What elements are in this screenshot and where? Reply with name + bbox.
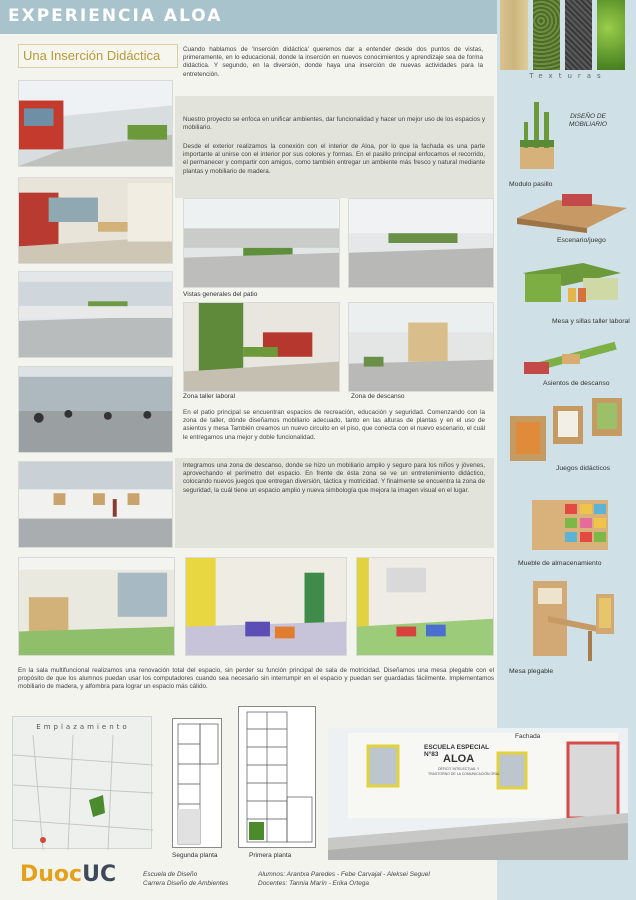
asientos-render bbox=[522, 332, 622, 377]
patio-general-caption: Vistas generales del patio bbox=[183, 291, 258, 298]
teachers-credits: Docentes: Tannia Marín - Erika Ortega bbox=[258, 880, 370, 887]
duoc-logo bbox=[20, 862, 116, 887]
texture-carpet-swatch bbox=[565, 0, 592, 70]
furniture-label-1: Escenario/juego bbox=[557, 237, 606, 244]
facade-school-name: ESCUELA ESPECIAL N°83 bbox=[424, 744, 490, 758]
almacenamiento-render bbox=[530, 488, 610, 553]
fachada-caption: Fachada bbox=[515, 733, 541, 740]
furniture-label-6: Mesa plegable bbox=[509, 668, 554, 675]
patio-view-2-photo bbox=[348, 198, 494, 288]
school-name: Escuela de Diseño bbox=[143, 871, 198, 878]
corridor-photo bbox=[18, 80, 173, 167]
texture-wood-swatch bbox=[500, 0, 528, 70]
wall-games-photo bbox=[18, 366, 173, 453]
hallway-photo bbox=[18, 177, 173, 264]
patio-view-1-photo bbox=[183, 198, 340, 288]
furniture-label-5: Mueble de almacenamiento bbox=[518, 560, 602, 567]
texturas-label: Texturas bbox=[529, 72, 607, 80]
texture-leaves-swatch bbox=[597, 0, 625, 70]
furniture-label-3: Asientos de descanso bbox=[543, 380, 610, 387]
logo-text-a: Duoc bbox=[20, 862, 83, 887]
furniture-label-0: Modulo pasillo bbox=[509, 181, 553, 188]
career-name: Carrera Diseño de Ambientes bbox=[143, 880, 229, 887]
escenario-render bbox=[517, 188, 627, 233]
texture-moss-swatch bbox=[533, 0, 560, 70]
emplazamiento-caption: Emplazamiento bbox=[36, 723, 130, 731]
intro-paragraph: Cuando hablamos de 'Inserción didáctica' queremos dar a entender desde dos puntos de vistas, primeramente, en lo educacional, donde la inserción en nuevos conocimientos y aprendizaje sea de forma didáctica. Y segundo, en la diversión, donde haya una inserción de nuevas actividades para la entretención. bbox=[183, 46, 483, 78]
safety-zone-photo bbox=[18, 461, 173, 548]
proyecto-paragraph: Nuestro proyecto se enfoca en unificar ambientes, dar funcionalidad y hacer un mejor uso de los espacios y mobiliario. bbox=[183, 116, 485, 132]
classroom-photo-3 bbox=[356, 557, 494, 656]
furniture-label-4: Juegos didácticos bbox=[556, 465, 611, 472]
facade-subline-2: TRASTORNO DE LA COMUNICACIÓN ORAL bbox=[428, 772, 501, 776]
modulo-pasillo-render bbox=[512, 92, 562, 177]
title-bar bbox=[0, 0, 497, 34]
emplazamiento-map bbox=[12, 716, 152, 849]
patio-wide-photo bbox=[18, 271, 173, 358]
students-credits: Alumnos: Arantxa Paredes - Febe Carvajal - Aleksei Seguel bbox=[258, 871, 430, 878]
segunda-planta-plan bbox=[172, 718, 222, 848]
classroom-photo-1 bbox=[18, 557, 175, 656]
exterior-paragraph: Desde el exterior realizamos la conexión con el interior de Aloa, por lo que la fachada es una parte importante al unirse con el interior por sus colores y formas. En el pasillo principal enfocamos el recorrido, el permanecer y compartir con amigos, como también entregar un ambiente más fresco y natural mediante plantas y mobiliario de madera. bbox=[183, 143, 485, 175]
mobiliario-title: DISEÑO DE MOBILIARIO bbox=[569, 113, 607, 128]
descanso-paragraph: Integramos una zona de descanso, donde se hizo un mobiliario amplio y seguro para los niños y jóvenes, aprovechando el perímetro del espacio. En frente de ésta zona se ve un entretenimiento didáctico, colocando nuevos juegos que entregan diversión, táctica y motricidad. Y finalmente se encuentra la zona de seguridad, la cuál tiene un espacio amplio y nueva simbología que mejora la imagen visual en el lugar. bbox=[183, 462, 485, 494]
descanso-caption: Zona de descanso bbox=[351, 393, 405, 400]
sala-paragraph: En la sala multifuncional realizamos una renovación total del espacio, sin perder su función principal de sala de motricidad. Diseñamos una mesa plegable con el propósito de que los alumnos puedan usar los computadores cuando sea necesario sin interrumpir en el espacio y puedan ser guardadas fácilmente. Implementamos mobiliario de madera, y alfombra para lograr un espacio más cálido. bbox=[18, 667, 494, 691]
descanso-zone-photo bbox=[348, 302, 494, 392]
facade-subline-1: DÉFICIT INTELECTUAL Y bbox=[438, 767, 480, 771]
page-title: EXPERIENCIA ALOA bbox=[8, 6, 223, 26]
fachada-render bbox=[328, 728, 628, 860]
subtitle-box: Una Inserción Didáctica bbox=[18, 44, 178, 68]
logo-text-b: UC bbox=[82, 862, 117, 887]
juegos-render bbox=[508, 396, 623, 466]
mesa-plegable-render bbox=[528, 576, 628, 666]
taller-caption: Zona taller laboral bbox=[183, 393, 236, 400]
primera-planta-plan bbox=[238, 706, 316, 848]
mesa-taller-render bbox=[523, 258, 621, 313]
segunda-planta-caption: Segunda planta bbox=[172, 852, 218, 859]
patio-paragraph: En el patio principal se encuentran espacios de recreación, educación y seguridad. Comenzando con la zona de taller, dónde diseñamos mobiliario adecuado, tanto en las alturas de plantas y en el uso de asientos y mesa También creamos un nuevo circuito en el piso, que conecta con el nuevo escenario, el cuál le entregamos una mejor y doble funcionalidad. bbox=[183, 409, 485, 441]
facade-aloa-name: ALOA bbox=[443, 753, 475, 765]
furniture-label-2: Mesa y sillas taller laboral bbox=[552, 318, 630, 325]
primera-planta-caption: Primera planta bbox=[249, 852, 292, 859]
taller-zone-photo bbox=[183, 302, 340, 392]
classroom-photo-2 bbox=[185, 557, 347, 656]
